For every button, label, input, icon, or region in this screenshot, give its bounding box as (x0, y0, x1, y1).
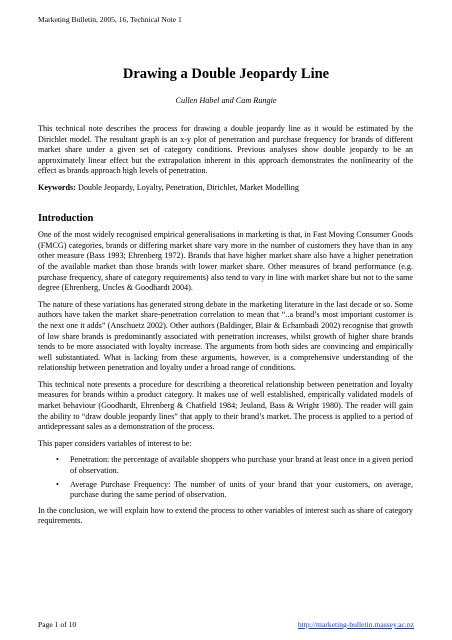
intro-closing-paragraph: In the conclusion, we will explain how to extend the process to other variables of interest such as share of category requirements. (38, 505, 413, 526)
intro-paragraph: The nature of these variations has generated strong debate in the marketing literature in the last decade or so. Some authors have taken the market share-penetration correlation to mean that “..a brand’s most important customer is the next one it adds” (Anschuetz 2002). Other authors (Baldinger, Blair & Echambadi 2002) recognise that growth of low share brands is predominantly associated with penetration increases, whilst growth of higher share brands tends to be more associated with loyalty increase. The arguments from both sides are convincing and empirically well substantiated. What is lacking from these arguments, however, is a comprehensive understanding of the relationship between penetration and loyalty under a broad range of conditions. (38, 299, 413, 373)
section-heading-introduction: Introduction (38, 212, 94, 224)
running-head: Marketing Bulletin, 2005, 16, Technical Note 1 (38, 15, 182, 24)
variable-list (38, 455, 413, 500)
keywords (38, 183, 413, 194)
author-line: Cullen Habel and Cam Rungie (175, 96, 277, 105)
list-item: • Penetration: the percentage of available shoppers who purchase your brand at least once in a given period of observation. (70, 455, 413, 476)
paper-title: Drawing a Double Jeopardy Line (122, 66, 330, 82)
abstract: This technical note describes the process for drawing a double jeopardy line as it would be estimated by the Dirichlet model. The resultant graph is an x-y plot of penetration and purchase frequency for brands of different market share under a given set of category conditions. Previous analyses show double jeopardy to be an approximately linear effect but the extrapolation inherent in this approach demonstrates the nonlinearity of the effect as brands approach high levels of penetration. (38, 124, 413, 176)
keywords-label: Keywords: (38, 182, 76, 192)
list-item: • Average Purchase Frequency: The number of units of your brand that your customers, on average, purchase during the same period of observation. (70, 480, 413, 501)
page-number: Page 1 of 10 (38, 620, 77, 629)
intro-paragraph: This paper considers variables of interest to be: (38, 438, 192, 448)
keywords-text: Double Jeopardy, Loyalty, Penetration, Dirichlet, Market Modelling (77, 182, 299, 192)
paper-body (38, 124, 413, 533)
intro-paragraph: One of the most widely recognised empirical generalisations in marketing is that, in Fast Moving Consumer Goods (FMCG) categories, brands or differing market share vary more in the number of customers they have than in any other measure (Bass 1993; Ehrenberg 1972). Brands that have higher market share also have a higher penetration of the available market than those brands with lower market share. Other measures of brand performance (e.g. purchase frequency, share of category requirements) also tend to vary in line with market share but not to the same degree (Ehrenberg, Uncles & Goodhardt 2004). (38, 230, 413, 293)
footer-url-link[interactable]: http://marketing-bulletin.massey.ac.nz (297, 620, 414, 629)
intro-paragraph: This technical note presents a procedure for describing a theoretical relationship between penetration and loyalty measures for brands within a product category. It makes use of well established, empirically validated models of market behaviour (Goodhardt, Ehrenberg & Chatfield 1984; Jeuland, Bass & Wright 1980). The reader will gain the ability to “draw double jeopardy lines” that apply to their brand’s market. The process is applied to a period of antidepressant sales as a demonstration of the process. (38, 379, 413, 432)
